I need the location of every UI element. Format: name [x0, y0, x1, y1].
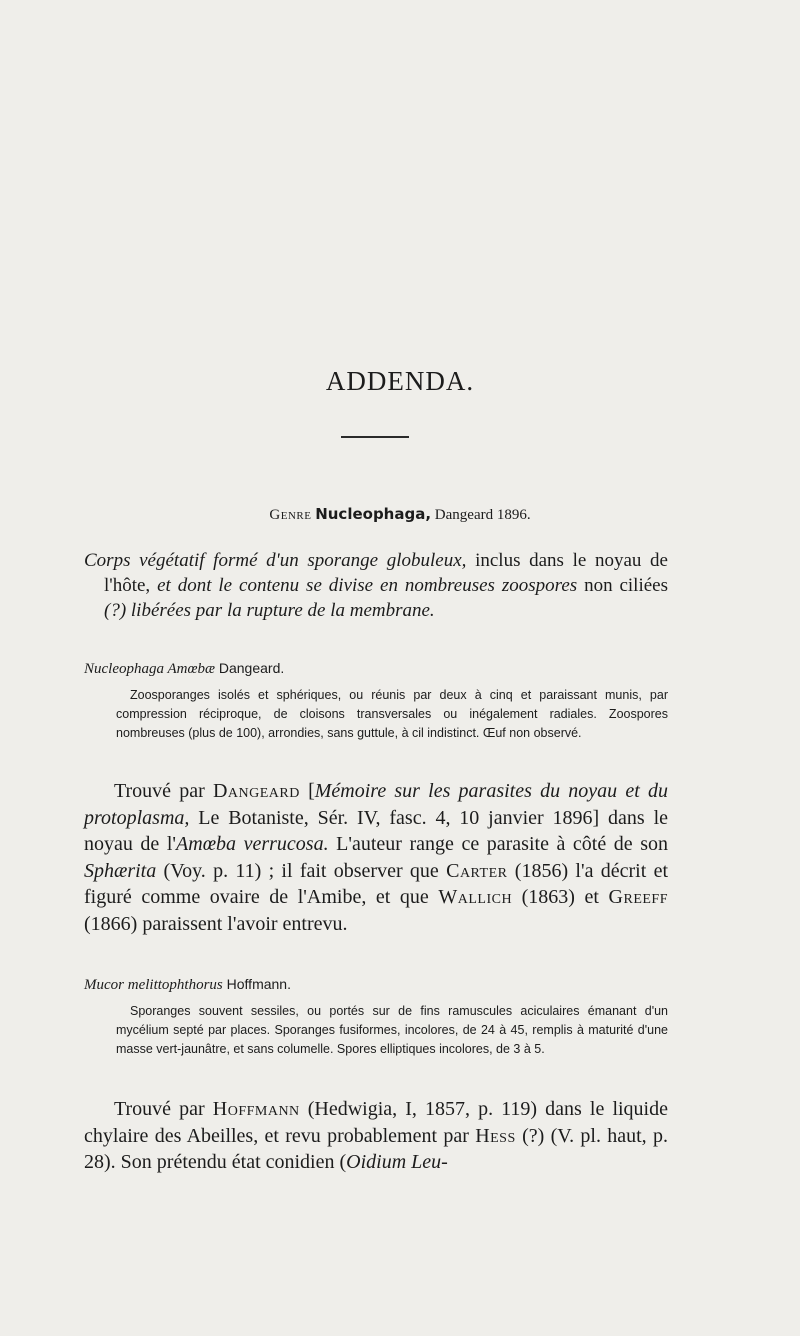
species-name-2: Mucor melittophthorus: [84, 977, 223, 993]
p2-text-a: Trouvé par: [114, 1098, 213, 1120]
genre-description: [84, 548, 668, 623]
author-greeff: Greeff: [608, 886, 668, 908]
species-author-1: Dangeard.: [218, 660, 285, 676]
species-description-2: Sporanges souvent sessiles, ou portés sur de fins ramuscules aciculaires émanant d'un mycélium septé par places. Sporanges fusiformes, incolores, de 24 à 45, remplis à maturité d'une masse vert-jaunâtre, et sans columelle. Spores elliptiques incolores, de 3 à 5.: [116, 1004, 668, 1056]
author-carter: Carter: [446, 859, 508, 882]
genre-heading: [0, 505, 800, 524]
desc-roman-1: inclus dans le noyau de l'hôte,: [104, 550, 668, 596]
page-title: ADDENDA.: [325, 366, 475, 396]
author-hess: Hess: [475, 1124, 516, 1147]
desc-italic-3: (?) libérées par la rupture de la membrane.: [104, 600, 435, 621]
desc-italic-1: Corps végétatif formé d'un sporange globuleux,: [84, 550, 467, 571]
p1-text-c: Le Botaniste, Sér. IV, fasc. 4, 10 janvier 1896] dans le noyau de l': [84, 806, 668, 855]
p1-text-a: Trouvé par: [114, 780, 213, 802]
author-dangeard: Dangeard: [212, 780, 300, 802]
species-heading-2: [84, 976, 291, 994]
p1-text-f: (1856) l'a décrit et figuré comme ovaire de l'Amibe, et que: [84, 859, 668, 908]
desc-roman-2: non ciliées: [577, 575, 669, 596]
p2-text-b: (Hedwigia, I, 1857, p. 119) dans le liquide chylaire des Abeilles, et revu probablement par: [84, 1098, 668, 1147]
p1-text-h: (1866) paraissent l'avoir entrevu.: [84, 912, 348, 935]
p1-text-g: (1863) et: [512, 886, 609, 908]
species-name-1: Nucleophaga Amœbæ: [84, 661, 215, 677]
genre-prefix: Genre: [269, 507, 312, 523]
species-author-2: Hoffmann.: [226, 976, 291, 992]
p1-text-e: (Voy. p. 11) ; il fait observer que: [156, 859, 447, 882]
title-rule: [341, 436, 409, 438]
p1-italic-1: Mémoire sur les parasites du noyau et du protoplasma,: [84, 780, 668, 829]
desc-italic-2: et dont le contenu se divise en nombreuses zoospores: [157, 575, 578, 596]
p1-text-b: [: [299, 780, 315, 802]
p2-text-c: (?) (V. pl. haut, p. 28). Son prétendu état conidien (: [84, 1124, 668, 1173]
p1-italic-3: Sphærita: [84, 859, 157, 882]
species-heading-1: [84, 660, 284, 678]
p2-italic-1: Oidium Leu-: [346, 1151, 448, 1173]
author-hoffmann: Hoffmann: [212, 1098, 300, 1120]
author-wallich: Wallich: [438, 886, 513, 908]
body-paragraph-1: [84, 778, 668, 937]
genre-author: Dangeard 1896.: [434, 507, 531, 523]
body-paragraph-2: [84, 1096, 668, 1176]
genre-name: Nucleophaga,: [315, 505, 432, 523]
p1-italic-2: Amœba verrucosa.: [176, 833, 329, 855]
p1-text-d: L'auteur range ce parasite à côté de son: [328, 833, 669, 855]
species-description-1: Zoosporanges isolés et sphériques, ou réunis par deux à cinq et paraissant munis, par compression réciproque, de cloisons transversales ou inégalement radiales. Zoospores nombreuses (plus de 100), arrondies, sans guttule, à cil indistinct. Œuf non observé.: [116, 688, 668, 740]
